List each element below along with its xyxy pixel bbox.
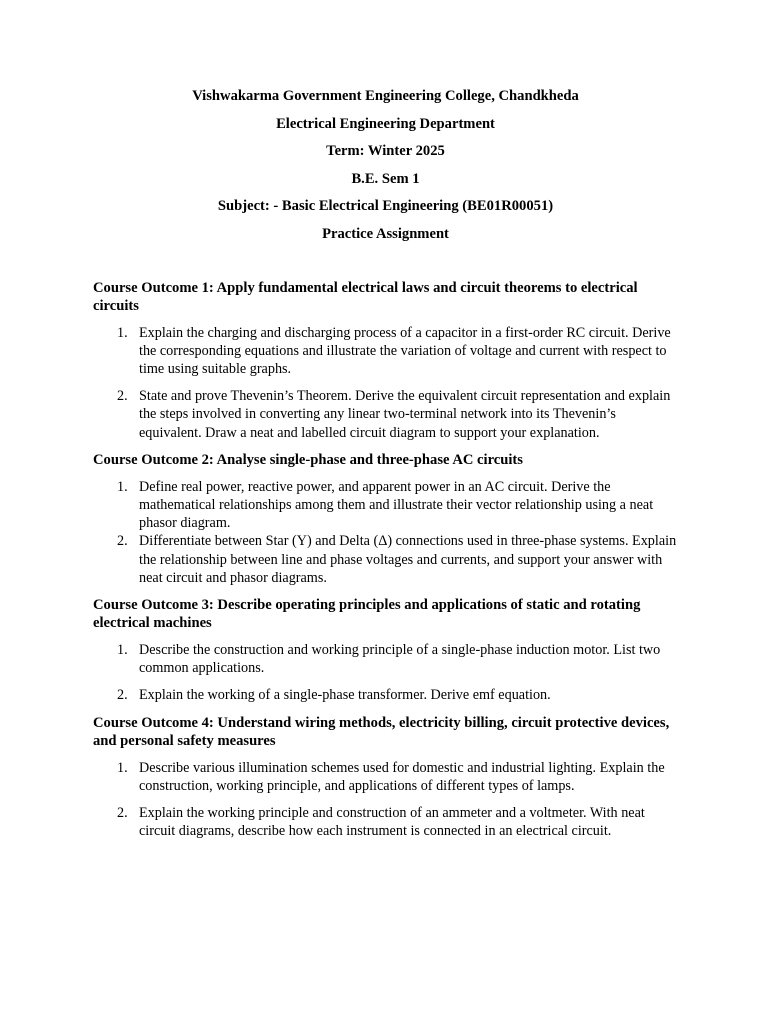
section-title: Course Outcome 3: Describe operating principles and applications of static and rotating electrical machines (93, 597, 641, 631)
term-line: Term: Winter 2025 (326, 143, 445, 160)
question-number: 2. (117, 533, 128, 550)
question-number: 1. (117, 324, 128, 341)
question-list (93, 759, 678, 841)
question-item (93, 478, 678, 533)
question-text: State and prove Thevenin’s Theorem. Derive the equivalent circuit representation and explain the steps involved in converting any linear two-terminal network into its Thevenin’s equivalent. Draw a neat and labelled circuit diagram to support your explanation. (139, 388, 671, 441)
question-text: Define real power, reactive power, and apparent power in an AC circuit. Derive the mathematical relationships among them and illustrate their vector relationship using a neat phasor diagram. (139, 478, 654, 532)
question-text: Differentiate between Star (Y) and Delta (Δ) connections used in three-phase systems. Explain the relationship between line and phase voltages and currents, and support your answer with neat circuit and phasor diagrams. (139, 533, 677, 586)
question-item (93, 641, 678, 677)
department-name: Electrical Engineering Department (276, 115, 495, 132)
question-item (93, 804, 678, 840)
question-list (93, 641, 678, 705)
section-title: Course Outcome 2: Analyse single-phase and three-phase AC circuits (93, 451, 523, 468)
question-item (93, 324, 678, 379)
question-item (93, 686, 678, 704)
question-text: Describe the construction and working principle of a single-phase induction motor. List two common applications. (139, 642, 661, 677)
question-number: 2. (117, 687, 128, 704)
question-list (93, 478, 678, 587)
course-outcome-2 (93, 451, 678, 587)
question-item (93, 387, 678, 442)
question-text: Explain the working principle and construction of an ammeter and a voltmeter. With neat circuit diagrams, describe how each instrument is connected in an electrical circuit. (139, 805, 645, 840)
section-title: Course Outcome 4: Understand wiring methods, electricity billing, circuit protective devices, and personal safety measures (93, 714, 670, 749)
course-outcome-4 (93, 714, 678, 841)
header-spacer (93, 253, 678, 279)
document-header (93, 87, 678, 243)
question-text: Describe various illumination schemes used for domestic and industrial lighting. Explain the construction, working principle, and applications of different types of lamps. (139, 759, 665, 794)
question-number: 1. (117, 759, 128, 776)
semester-line: B.E. Sem 1 (351, 170, 420, 187)
college-name: Vishwakarma Government Engineering College, Chandkheda (192, 88, 579, 104)
section-title: Course Outcome 1: Apply fundamental electrical laws and circuit theorems to electrical circuits (93, 279, 638, 314)
course-outcome-3 (93, 596, 678, 705)
question-item (93, 759, 678, 795)
question-number: 2. (117, 388, 128, 405)
course-outcome-1 (93, 279, 678, 442)
question-item (93, 532, 678, 587)
question-number: 1. (117, 642, 128, 658)
question-text: Explain the working of a single-phase transformer. Derive emf equation. (139, 687, 551, 704)
question-number: 2. (117, 805, 128, 822)
question-list (93, 324, 678, 442)
question-number: 1. (117, 478, 128, 495)
assignment-title: Practice Assignment (322, 225, 449, 242)
question-text: Explain the charging and discharging process of a capacitor in a first-order RC circuit. Derive the corresponding equations and illustrate the variation of voltage and current with respect to time using suitable graphs. (139, 324, 671, 377)
subject-line: Subject: - Basic Electrical Engineering (BE01R00051) (217, 198, 554, 215)
